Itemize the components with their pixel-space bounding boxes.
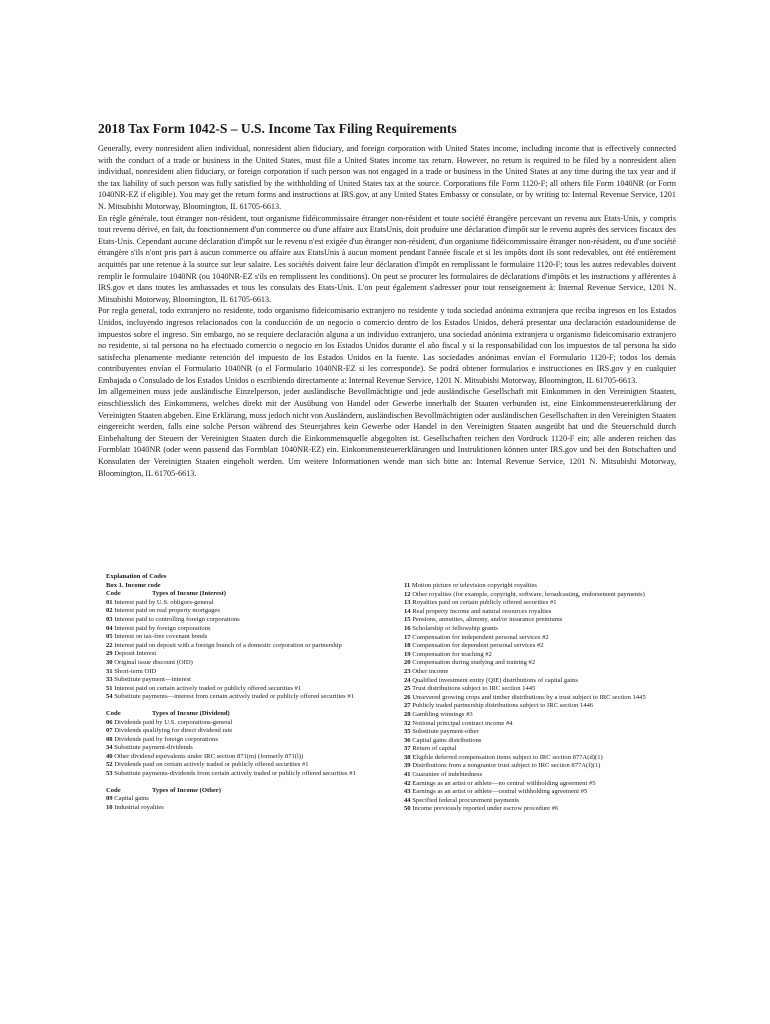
code-item [404,616,690,625]
code-number: 26 [404,693,411,701]
code-item [404,677,690,686]
code-description: Substitute payment-dividends [114,744,193,752]
code-number: 14 [404,607,411,615]
code-number: 22 [106,641,113,649]
box-label: Box 1. Income code [106,581,161,589]
interest-type-header: Types of Income (Interest) [152,590,226,598]
code-item [404,762,690,771]
code-item [404,780,690,789]
code-number: 06 [106,718,113,726]
code-description: Guarantee of indebtedness [412,771,483,779]
code-description: Interest on tax-free covenant bonds [114,633,208,641]
code-description: Notional principal contract income #4 [412,719,513,727]
code-description: Substitute payments—interest from certain actively traded or publicly offered securities #1 [114,693,354,701]
code-description: Substitute payment—interest [114,676,191,684]
codes-left-column [106,573,396,812]
code-number: 44 [404,796,411,804]
code-item [106,633,396,642]
code-description: Capital gains [114,795,149,803]
code-description: Return of capital [412,745,457,753]
paragraph-spanish: Por regla general, todo extranjero no residente, todo organismo fideicomisario extranjero no residente y toda sociedad anónima extranjera que reciba ingresos en los Estados Unidos, incluyendo ingresos relacionados con la conducción de un negocio o comercio dentro de los Estados Unidos, deberá presentar una declaración estadounidense de impuestos sobre el ingreso. Sin embargo, no se requiere declaración alguna a un individuo extranjero, una sociedad anónima extranjera u organismo fideicomisario extranjero no residente, si tal persona no ha efectuado comercio o negocio en los Estados Unidos durante el año fiscal y si la responsabilidad con los impuestos de tal persona ha sido satisfecha plenamente mediante retención del impuesto de los Estados Unidos en la fuente. Las sociedades anónimas envían el Formulario 1120-F; todos los demás contribuyentes envían el Formulario 1040NR (o el Formulario 1040NR-EZ si les corresponde). Se podrá obtener formularios e instrucciones en IRS.gov y en cualquier Embajada o Consulado de los Estados Unidos o escribiendo directamente a: Internal Revenue Service, 1201 N. Mitsubishi Motorway, Bloomington, IL 61705-6613. [98,306,676,385]
code-item [106,770,396,779]
code-description: Interest paid on certain actively traded or publicly offered securities #1 [114,684,302,692]
code-number: 10 [106,803,113,811]
code-number: 20 [404,659,411,667]
code-description: Real property income and natural resources royalties [412,607,552,615]
code-item [106,727,396,736]
paragraph-german: Im allgemeinen muss jede ausländische Einzelperson, jeder ausländische Bevollmächtigte und jede ausländische Gesellschaft mit Einkommen in den Vereinigten Staaten, einschliesslich des Einkommens, welches direkt mit der Ausübung von Handel oder Gewerbe innerhalb der Staaten verbunden ist, eine Einkommensteuererklärung der Vereinigten Staaten abgeben. Eine Erklärung, muss jedoch nicht von Ausländern, ausländischen Bevollmächtigten oder ausländischen Gesellschaften in den Vereinigten Staaten eingereicht werden, falls eine solche Person während des Steuerjahres kein Gewerbe oder Handel in den Vereinigten Staaten ausgeübt hat und die Steuerschuld durch Einbehaltung der Steuern der Vereinigten Staaten durch die Einkommensquelle abgegolten ist. Gesellschaften reichen den Vordruck 1120-F ein; alle anderen reichen das Formblatt 1040NR (oder wenn passend das Formblatt 1040NR-EZ) ein. Einkommensteuererklärungen und Instruktionen können unter IRS.gov und bei den Botschaften und Konsulaten der Vereinigten Staaten eingeholt werden. Um weitere Informationen wende man sich bitte an: Internal Revenue Service, 1201 N. Mitsubishi Motorway, Bloomington, IL 61705-6613. [98,387,676,478]
code-item [404,625,690,634]
code-description: Earnings as an artist or athlete—no central withholding agreement #5 [412,779,596,787]
code-number: 41 [404,771,411,779]
code-number: 01 [106,598,113,606]
code-item [404,788,690,797]
code-number: 04 [106,624,113,632]
code-description: Compensation for independent personal services #2 [412,633,549,641]
code-description: Trust distributions subject to IRC section 1445 [412,685,536,693]
code-item [404,711,690,720]
code-item [404,702,690,711]
code-description: Income previously reported under escrow procedure #6 [412,805,559,813]
code-description: Original issue discount (OID) [114,658,193,666]
code-description: Dividends paid by U.S. corporations-general [114,718,233,726]
code-number: 23 [404,667,411,675]
code-item [106,625,396,634]
document-title: 2018 Tax Form 1042-S – U.S. Income Tax Filing Requirements [98,121,457,136]
code-item [404,805,690,814]
code-description: Unsevered growing crops and timber distributions by a trust subject to IRC section 1445 [412,693,646,701]
code-number: 16 [404,624,411,632]
code-number: 12 [404,590,411,598]
other-header [106,787,396,796]
code-item [404,797,690,806]
code-number: 24 [404,676,411,684]
code-description: Gambling winnings #3 [412,710,473,718]
code-description: Compensation during studying and training #2 [412,659,536,667]
code-item [404,634,690,643]
code-description: Capital gains distributions [412,736,482,744]
code-description: Other income [412,667,449,675]
code-item [404,685,690,694]
code-description: Interest paid by U.S. obligors-general [114,598,214,606]
code-item [404,737,690,746]
code-item [106,736,396,745]
code-description: Interest paid on real property mortgages [114,607,220,615]
code-description: Royalties paid on certain publicly offered securities #1 [412,599,557,607]
code-number: 30 [106,658,113,666]
code-number: 52 [106,761,113,769]
code-description: Substitute payments-dividends from certain actively traded or publicly offered securities #1 [114,770,356,778]
interest-code-list [106,599,396,702]
code-number: 25 [404,685,411,693]
code-number: 19 [404,650,411,658]
code-number: 50 [404,805,411,813]
code-description: Dividends paid on certain actively traded or publicly offered securities #1 [114,761,309,769]
interest-code-header: Code [106,590,121,598]
dividend-code-list [106,719,396,779]
code-description: Interest paid by foreign corporations [114,624,211,632]
code-item [404,651,690,660]
code-number: 35 [404,728,411,736]
code-number: 03 [106,615,113,623]
code-item [106,599,396,608]
code-item [404,728,690,737]
paragraph-french: En règle générale, tout étranger non-résident, tout organisme fidéicommissaire étranger non-résident et toute société étrangère percevant un revenu aux Etats-Unis, y compris tout revenu dérivé, en fait, du fonctionnement d'un commerce ou d'une affaire aux EtatsUnis, doit produire une déclaration d'impôt sur le revenu auprès des services fiscaux des Etats-Unis. Cependant aucune déclaration d'impôt sur le revenu n'est exigée d'un étranger non-résident, d'un organisme fidéicommissaire étranger non-résident, ou d'une société étrangère s'ils n'ont pris part à aucun commerce ou affaire aux EtatsUnis à aucun moment pendant l'année fiscale et si les impôts dont ils sont redevables, ont été entièrement acquittés par une retenue à la source sur leur salaire. Les sociétés doivent faire leur déclaration d'impôt en remplissant le formulaire 1120-F; tous les autres redevables doivent remplir le formulaire 1040NR (ou 1040NR-EZ s'ils en remplissent les conditions). On peut se procurer les formulaires de déclarations d'impôts et les instructions y afférentes à IRS.gov et dans toutes les ambassades et tous les consulats des Etats-Unis. L'on peut également s'adresser pour tout renseignement à: Internal Revenue Service, 1201 N. Mitsubishi Motorway, Bloomington, IL 61705-6613. [98,213,676,304]
other-type-header: Types of Income (Other) [152,786,221,794]
code-item [106,804,396,813]
code-number: 33 [106,676,113,684]
code-description: Other dividend equivalents under IRC section 871(m) (formerly 871(l)) [114,752,304,760]
code-description: Compensation for teaching #2 [412,650,492,658]
dividend-type-header: Types of Income (Dividend) [152,709,230,717]
code-number: 05 [106,633,113,641]
code-number: 11 [404,582,411,589]
code-item [106,668,396,677]
code-number: 38 [404,753,411,761]
code-number: 09 [106,795,113,803]
code-number: 43 [404,788,411,796]
code-description: Interest paid to controlling foreign corporations [114,615,240,623]
code-number: 02 [106,607,113,615]
dividend-header [106,710,396,719]
code-item [106,659,396,668]
code-item [106,753,396,762]
code-item [404,745,690,754]
code-item [404,591,690,600]
code-description: Motion picture or television copyright royalties [411,582,537,589]
code-item [404,720,690,729]
code-number: 07 [106,727,113,735]
code-number: 29 [106,650,113,658]
code-item [404,694,690,703]
code-number: 34 [106,744,113,752]
code-number: 40 [106,752,113,760]
code-item [404,771,690,780]
code-number: 42 [404,779,411,787]
code-number: 53 [106,770,113,778]
code-number: 15 [404,616,411,624]
code-item [106,642,396,651]
dividend-code-header: Code [106,709,121,717]
code-item [404,754,690,763]
code-number: 13 [404,599,411,607]
code-number: 31 [106,667,113,675]
code-description: Other royalties (for example, copyright, software, broadcasting, endorsement payments) [412,590,645,598]
interest-header [106,590,396,599]
code-description: Distributions from a nongrantor trust subject to IRC section 877A(f)(1) [412,762,601,770]
code-description: Dividends qualifying for direct dividend rate [114,727,233,735]
code-description: Eligible deferred compensation items subject to IRC section 877A(d)(1) [412,753,603,761]
code-description: Qualified investment entity (QIE) distributions of capital gains [412,676,578,684]
code-description: Short-term OID [114,667,157,675]
codes-right-column [404,582,690,814]
other-code-list-continued [404,582,690,814]
code-item [106,761,396,770]
code-description: Interest paid on deposit with a foreign branch of a domestic corporation or partnership [114,641,342,649]
code-description: Deposit Interest [114,650,157,658]
code-item [106,693,396,702]
codes-heading: Explanation of Codes [106,573,167,580]
code-item [404,659,690,668]
code-item [106,650,396,659]
code-number: 08 [106,735,113,743]
code-item [404,642,690,651]
paragraph-english: Generally, every nonresident alien individual, nonresident alien fiduciary, and foreign corporation with United States income, including income that is effectively connected with the conduct of a trade or business in the United States, must file a United States income tax return. However, no return is required to be filed by a nonresident alien individual, nonresident alien fiduciary, or foreign corporation if such person was not engaged in a trade or business in the United States at any time during the tax year and if the tax liability of such person was fully satisfied by the withholding of United States tax at the source. Corporations file Form 1120-F; all others file Form 1040NR (or Form 1040NR-EZ if eligible). You may get the return forms and instructions at IRS.gov, at any United States Embassy or consulate, or by writing to: Internal Revenue Service, 1201 N. Mitsubishi Motorway, Bloomington, IL 61705-6613. [98,144,676,211]
code-number: 18 [404,642,411,650]
code-item [106,795,396,804]
code-item [106,744,396,753]
code-item [404,599,690,608]
code-number: 36 [404,736,411,744]
code-item [106,685,396,694]
requirements-body [98,143,676,479]
code-number: 54 [106,693,113,701]
code-item [106,719,396,728]
code-description: Substitute payment-other [412,728,479,736]
code-item [106,616,396,625]
code-description: Compensation for dependent personal services #2 [412,642,544,650]
code-description: Specified federal procurement payments [412,796,519,804]
code-description: Industrial royalties [114,803,164,811]
code-item [106,676,396,685]
code-number: 28 [404,710,411,718]
code-number: 37 [404,745,411,753]
code-description: Dividends paid by foreign corporations [114,735,218,743]
code-item [106,607,396,616]
code-item [404,582,690,591]
code-description: Pensions, annuities, alimony, and/or insurance premiums [412,616,563,624]
other-code-header: Code [106,786,121,794]
code-number: 39 [404,762,411,770]
code-number: 51 [106,684,113,692]
code-description: Scholarship or fellowship grants [412,624,498,632]
other-code-list [106,795,396,812]
code-number: 17 [404,633,411,641]
code-number: 27 [404,702,411,710]
code-item [404,608,690,617]
code-description: Earnings as an artist or athlete—central withholding agreement #5 [412,788,588,796]
code-number: 32 [404,719,411,727]
code-description: Publicly traded partnership distributions subject to IRC section 1446 [412,702,594,710]
code-item [404,668,690,677]
